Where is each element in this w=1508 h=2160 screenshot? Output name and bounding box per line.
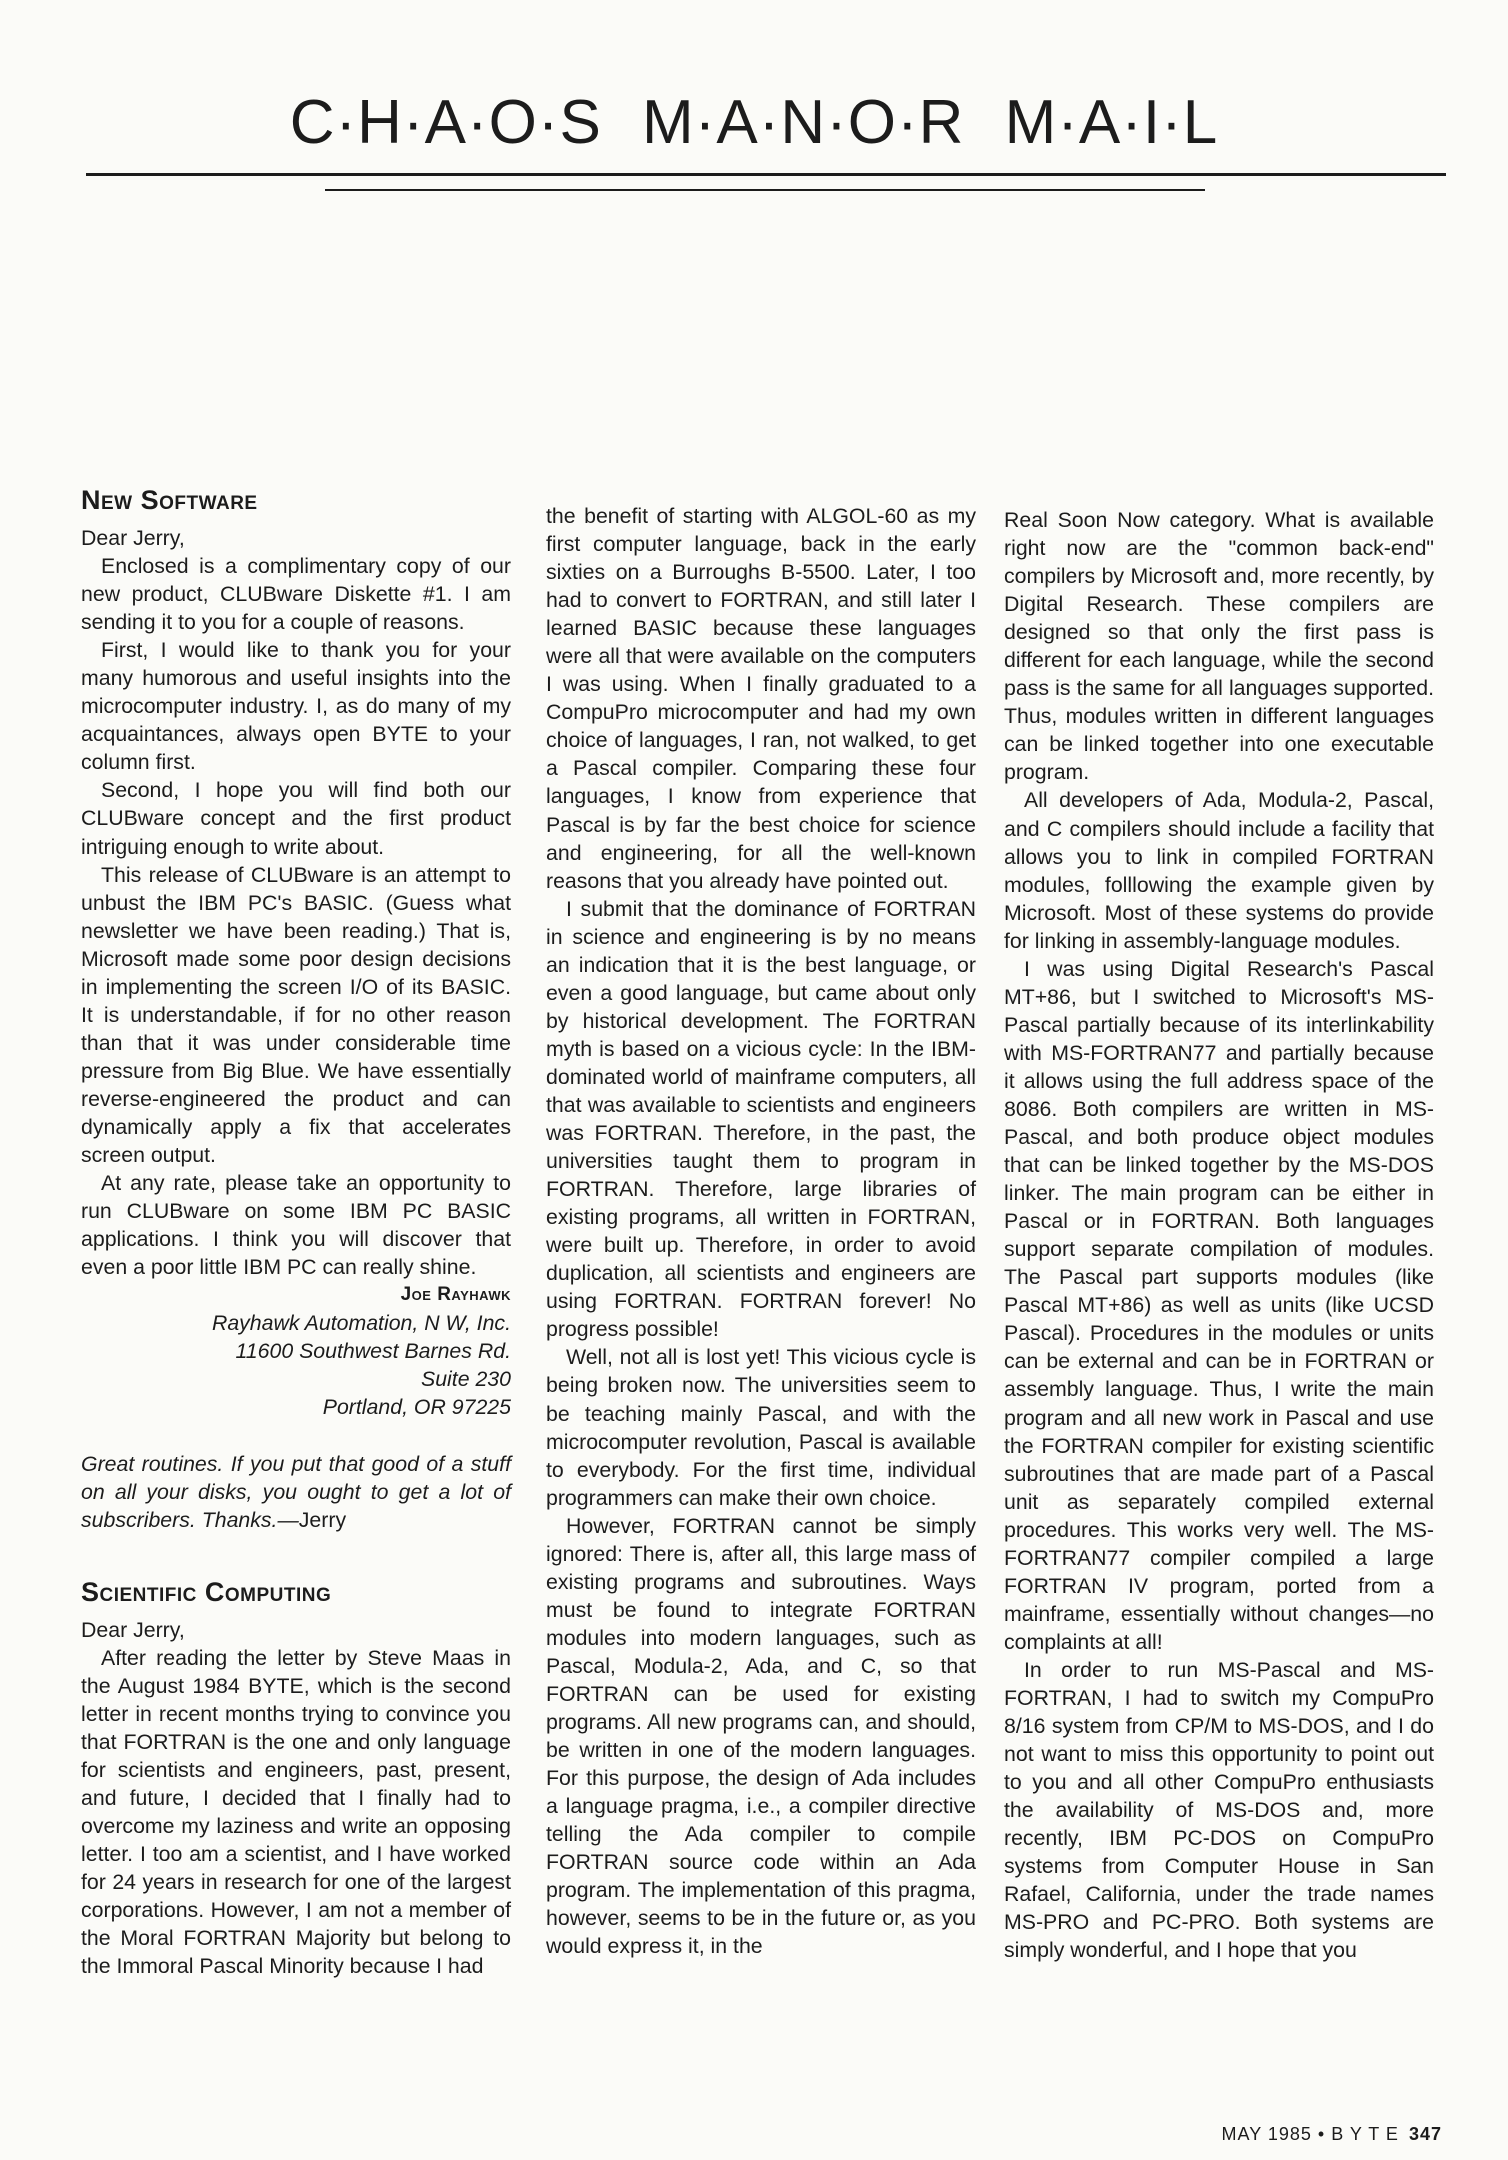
letter-paragraph: After reading the letter by Steve Maas in the August 1984 BYTE, which is the second letter in recent months trying to convince you that FORTRAN is the one and only language for scientists and engineers, past, present, and future, I decided that I finally had to overcome my laziness and write an opposing letter. I too am a scientist, and I have worked for 24 years in research for one of the largest corporations. However, I am not a member of the Moral FORTRAN Majority but belong to the Immoral Pascal Minority because I had (81, 1645, 511, 1979)
page-title: C·H·A·O·S M·A·N·O·R M·A·I·L (289, 88, 1219, 157)
signature-street: 11600 Southwest Barnes Rd. (235, 1339, 511, 1364)
signature-suite: Suite 230 (421, 1367, 511, 1392)
letter-paragraph: First, I would like to thank you for your many humorous and useful insights into the microcomputer industry. I, as do many of my acquaintances, always open BYTE to your column first. (81, 638, 511, 775)
letter-paragraph: However, FORTRAN cannot be simply ignored: There is, after all, this large mass of existing programs and subroutines. Ways must be found to integrate FORTRAN modules into modern languages, such as Pascal, Modula-2, Ada, and C, so that FORTRAN can be used for existing programs. All new programs can, and should, be written in one of the modern languages. For this purpose, the design of Ada includes a language pragma, i.e., a compiler directive telling the Ada compiler to compile FORTRAN source code within an Ada program. The implementation of this pragma, however, seems to be in the future or, as you would express it, in the (546, 1513, 976, 1959)
column-3 (1004, 506, 1434, 1964)
signature-name: Joe Rayhawk (400, 1284, 511, 1306)
letter-salutation: Dear Jerry, (81, 1617, 185, 1642)
header-rule-thick (86, 173, 1446, 176)
page-footer (1222, 2124, 1442, 2145)
letter-paragraph-continued: Real Soon Now category. What is available right now are the "common back-end" compilers by Microsoft and, more recently, by Digital Research. These compilers are designed so that only the first pass is different for each language, while the second pass is the same for all languages supported. Thus, modules written in different languages can be linked together into one executable program. (1004, 508, 1434, 785)
letter-paragraph: I was using Digital Research's Pascal MT+86, but I switched to Microsoft's MS-Pascal partially because of its interlinkability with MS-FORTRAN77 and partially because it allows using the full address space of the 8086. Both compilers are written in MS-Pascal, and both produce object modules that can be linked together by the MS-DOS linker. The main program can be either in Pascal or in FORTRAN. Both languages support separate compilation of modules. The Pascal part supports modules (like Pascal MT+86) as well as units (like UCSD Pascal). Procedures in the modules or units can be external and can be in FORTRAN or assembly language. Thus, I write the main program and all new work in Pascal and use the FORTRAN compiler for existing scientific subroutines that are made part of a Pascal unit as separately compiled external procedures. This works very well. The MS-FORTRAN77 compiler compiled a large FORTRAN IV program, ported from a mainframe, essentially without changes—no complaints at all! (1004, 956, 1434, 1654)
page-number: 347 (1408, 2124, 1442, 2144)
footer-issue: MAY 1985 • B Y T E (1221, 2124, 1399, 2144)
signature-company: Rayhawk Automation, N W, Inc. (211, 1311, 511, 1336)
section-heading-new-software: New Software (81, 485, 258, 515)
letter-paragraph: This release of CLUBware is an attempt to unbust the IBM PC's BASIC. (Guess what newsletter we have been reading.) That is, Microsoft made some poor design decisions in implementing the screen I/O of its BASIC. It is understandable, if for no other reason than that it was under considerable time pressure from Big Blue. We have essentially reverse-engineered the product and can dynamically apply a fix that accelerates screen output. (81, 862, 511, 1168)
signature-city: Portland, OR 97225 (322, 1395, 511, 1420)
letter-paragraph: Second, I hope you will find both our CLUBware concept and the first product intriguing enough to write about. (81, 778, 511, 859)
letter-paragraph: All developers of Ada, Modula-2, Pascal, and C compilers should include a facility that allows you to link in compiled FORTRAN modules, folllowing the example given by Microsoft. Most of these systems do provide for linking in assembly-language modules. (1004, 788, 1434, 953)
letter-paragraph: Well, not all is lost yet! This vicious cycle is being broken now. The universities seem to be teaching mainly Pascal, and with the microcomputer revolution, Pascal is available to everybody. For the first time, individual programmers can make their own choice. (546, 1345, 976, 1510)
editor-reply-text: Great routines. If you put that good of a stuff on all your disks, you ought to get a lot of subscribers. Thanks.— (81, 1451, 511, 1532)
editor-reply (81, 1450, 511, 1534)
column-1 (81, 484, 511, 1980)
section-heading-scientific-computing: Scientific Computing (81, 1576, 332, 1607)
letter-salutation: Dear Jerry, (81, 526, 185, 550)
header-rule-thin (325, 189, 1205, 191)
page-header (0, 0, 1508, 200)
letter-paragraph-continued: the benefit of starting with ALGOL-60 as my first computer language, back in the early sixties on a Burroughs B-5500. Later, I too had to convert to FORTRAN, and still later I learned BASIC because these languages were all that were available on the computers I was using. When I finally graduated to a CompuPro microcomputer and had my own choice of languages, I ran, not walked, to get a Pascal compiler. Comparing these four languages, I know from experience that Pascal is by far the best choice for science and engineering, for all the well-known reasons that you already have pointed out. (546, 504, 976, 893)
letter-paragraph: I submit that the dominance of FORTRAN in science and engineering is by no means an indication that it is the best language, or even a good language, but came about only by historical development. The FORTRAN myth is based on a vicious cycle: In the IBM-dominated world of mainframe computers, all that was available to scientists and engineers was FORTRAN. Therefore, in the past, the universities taught them to program in FORTRAN. Therefore, large libraries of existing programs, all written in FORTRAN, were built up. Therefore, in order to avoid duplication, all scientists and engineers are using FORTRAN. FORTRAN forever! No progress possible! (546, 896, 976, 1342)
column-2 (546, 502, 976, 1960)
letter-paragraph: In order to run MS-Pascal and MS-FORTRAN, I had to switch my CompuPro 8/16 system from CP/M to MS-DOS, and I do not want to miss this opportunity to point out to you and all other CompuPro enthusiasts the availability of MS-DOS and, more recently, IBM PC-DOS on CompuPro systems from Computer House in San Rafael, California, under the trade names MS-PRO and PC-PRO. Both systems are simply wonderful, and I hope that you (1004, 1657, 1434, 1963)
editor-reply-sign: Jerry (298, 1507, 347, 1532)
letter-paragraph: Enclosed is a complimentary copy of our new product, CLUBware Diskette #1. I am sending it to you for a couple of reasons. (81, 554, 511, 635)
letter-paragraph: At any rate, please take an opportunity to run CLUBware on some IBM PC BASIC applications. I think you will discover that even a poor little IBM PC can really shine. (81, 1171, 511, 1280)
